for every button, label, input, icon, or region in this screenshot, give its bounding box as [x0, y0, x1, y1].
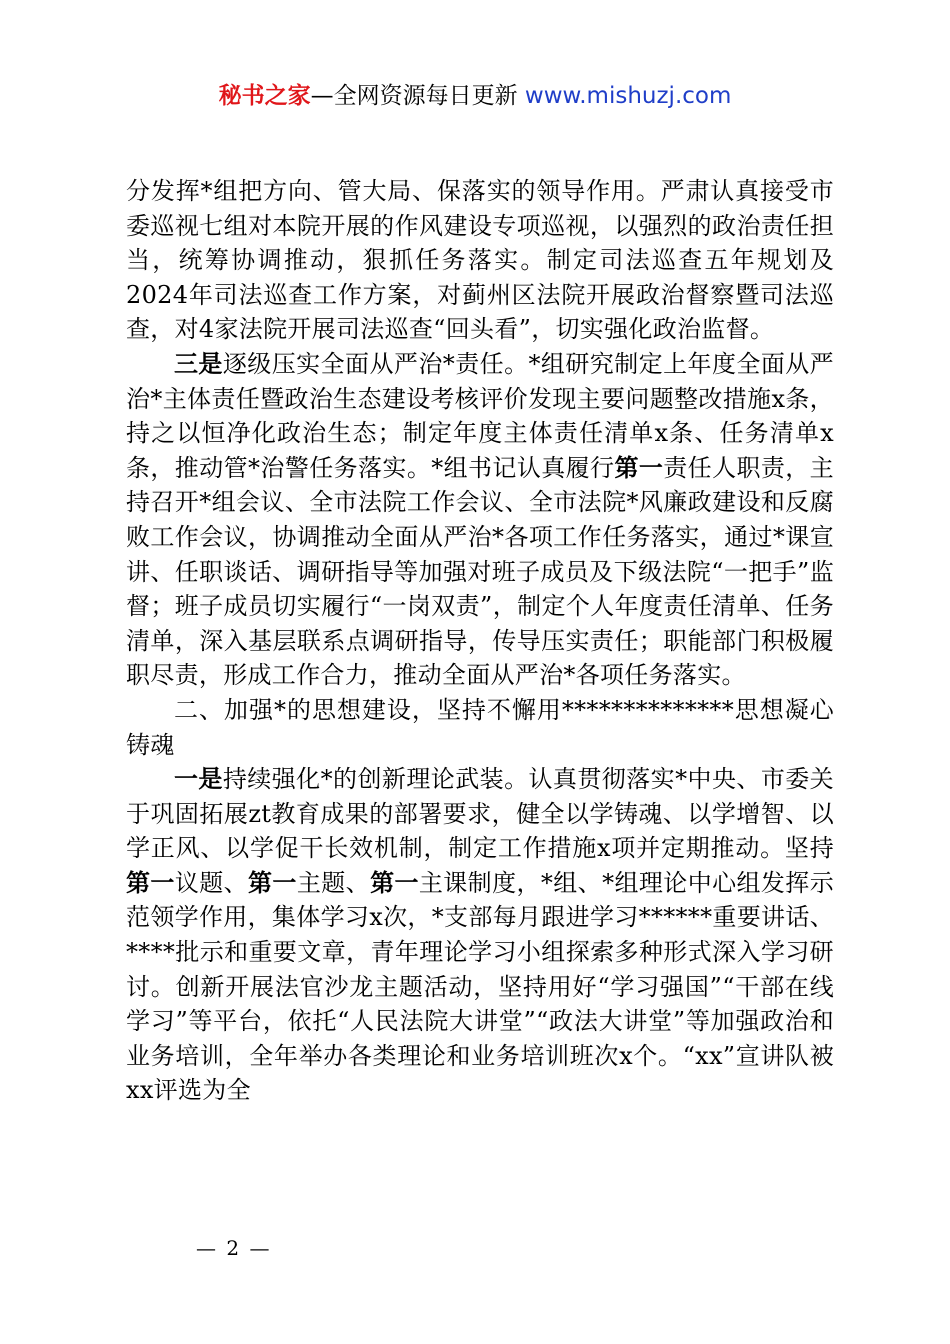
text-run: 逐级压实全面从严治*责任。*组研究制定上年度全面从严治*主体责任暨政治生态建设考核评价发现主要问题整改措施x条，持之以恒净化政治生态；制定年度主体责任清单x条、任务清单x条，推动管*治警任务落实。*组书记认真履行: [126, 349, 834, 482]
paragraph: [126, 693, 834, 762]
text-run: 主课制度，*组、*组理论中心组发挥示范领学作用，集体学习x次，*支部每月跟进学习******重要讲话、****批示和重要文章，青年理论学习小组探索多种形式深入学习研讨。创新开展法官沙龙主题活动，坚持用好“学习强国”“干部在线学习”等平台，依托“人民法院大讲堂”“政法大讲堂”等加强政治和业务培训，全年举办各类理论和业务培训班次x个。“xx”宣讲队被xx评选为全: [126, 868, 835, 1105]
text-run: 责任人职责，主持召开*组会议、全市法院工作会议、全市法院*风廉政建设和反腐败工作会议，协调推动全面从严治*各项工作任务落实，通过*课宣讲、任职谈话、调研指导等加强对班子成员及下级法院“一把手”监督；班子成员切实履行“一岗双责”，制定个人年度责任清单、任务清单，深入基层联系点调研指导，传导压实责任；职能部门积极履职尽责，形成工作合力，推动全面从严治*各项任务落实。: [126, 453, 834, 690]
text-run: 持续强化*的创新理论武装。认真贯彻落实*中央、市委关于巩固拓展zt教育成果的部署要求，健全以学铸魂、以学增智、以学正风、以学促干长效机制，制定工作措施x项并定期推动。坚持: [126, 765, 834, 863]
site-url[interactable]: www.mishuzj.com: [524, 83, 732, 109]
paragraph: [126, 347, 834, 693]
page-number: — 2 —: [196, 1236, 272, 1260]
text-run: 二、加强*的思想建设，坚持不懈用**************思想凝心铸魂: [126, 695, 834, 759]
text-run: 主题、: [296, 868, 371, 897]
bold-run: 一是: [174, 764, 223, 794]
bold-run: 第一: [370, 867, 419, 897]
brand-name: 秘书之家: [218, 83, 311, 109]
paragraph: [126, 762, 834, 1108]
bold-run: 第一: [614, 452, 664, 482]
text-run: 议题、: [174, 868, 249, 897]
bold-run: 三是: [174, 348, 223, 378]
document-body: [126, 174, 834, 1108]
text-run: 分发挥*组把方向、管大局、保落实的领导作用。严肃认真接受市委巡视七组对本院开展的作风建设专项巡视，以强烈的政治责任担当，统筹协调推动，狠抓任务落实。制定司法巡查五年规划及2024年司法巡查工作方案，对蓟州区法院开展政治督察暨司法巡查，对4家法院开展司法巡查“回头看”，切实强化政治监督。: [126, 177, 834, 344]
bold-run: 第一: [248, 867, 297, 897]
site-banner: [0, 80, 950, 112]
paragraph: [126, 174, 834, 347]
bold-run: 第一: [126, 867, 175, 897]
banner-tagline: —全网资源每日更新: [310, 83, 525, 109]
